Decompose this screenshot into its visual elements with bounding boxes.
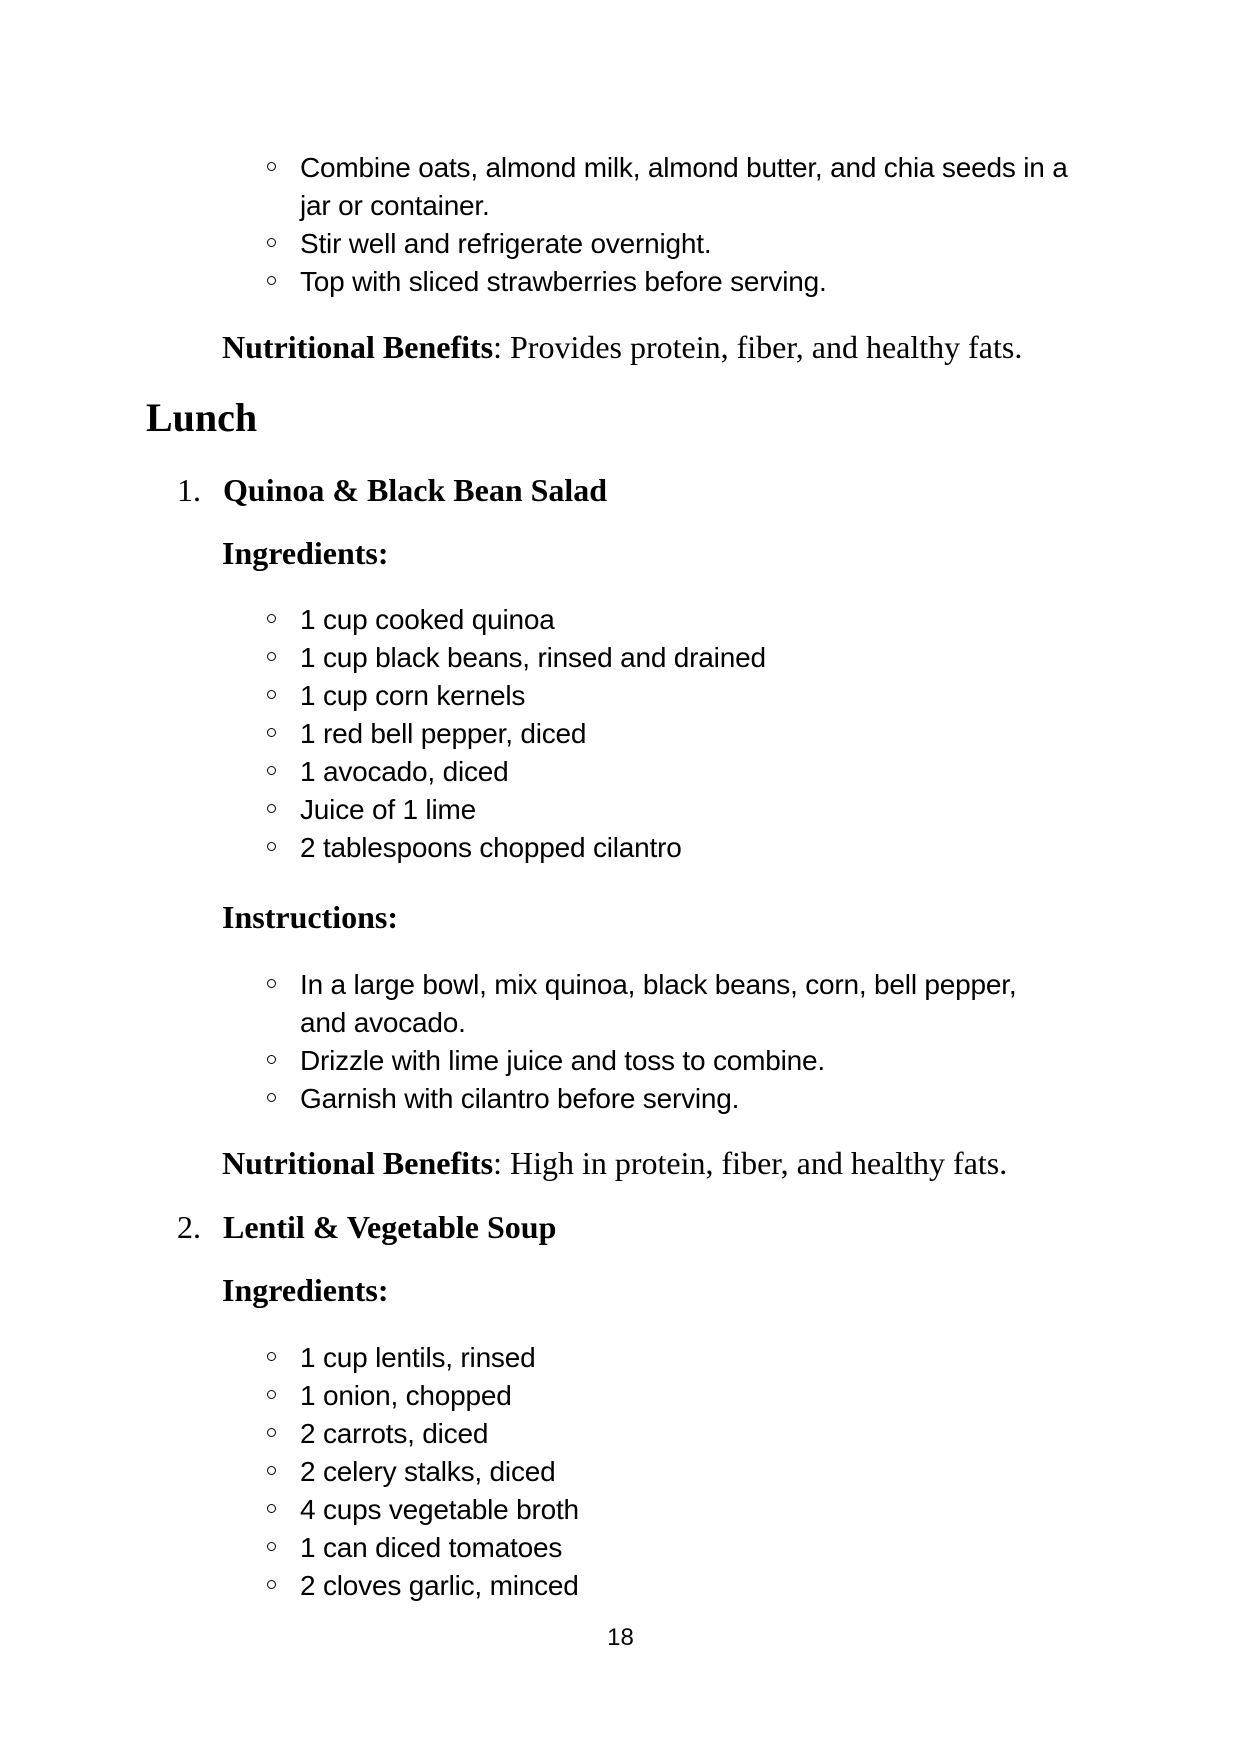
list-item [267,1453,1070,1491]
list-item-text: 1 red bell pepper, diced [300,718,587,749]
list-item [267,225,1070,263]
recipe-number: 2. [177,1209,201,1245]
circle-bullet-marker [267,1390,276,1399]
list-item [267,1080,1070,1118]
recipe-title: Quinoa & Black Bean Salad [223,472,608,508]
circle-bullet-marker [267,728,276,737]
circle-bullet-marker [267,766,276,775]
list-item [267,791,1070,829]
benefits-text: : Provides protein, fiber, and healthy fats. [493,329,1023,365]
list-item [267,1339,1070,1377]
list-item-text: Combine oats, almond milk, almond butter, and chia seeds in a jar or container. [300,152,1068,221]
list-item-text: 1 avocado, diced [300,756,509,787]
circle-bullet-marker [267,1055,276,1064]
list-item [267,1415,1070,1453]
list-item-text: 2 carrots, diced [300,1418,489,1449]
circle-bullet-marker [267,614,276,623]
recipe-title: Lentil & Vegetable Soup [223,1209,557,1245]
circle-bullet-marker [267,979,276,988]
recipe-number: 1. [177,472,201,508]
list-item-text: 1 cup cooked quinoa [300,604,555,635]
list-item [267,601,1070,639]
list-item-text: Garnish with cilantro before serving. [300,1083,740,1114]
list-item [267,639,1070,677]
list-item [267,263,1070,301]
circle-bullet-marker [267,690,276,699]
circle-bullet-marker [267,276,276,285]
nutritional-benefits-line [222,1144,1007,1182]
section-heading-lunch: Lunch [146,395,258,440]
list-item [267,829,1070,867]
list-item [267,753,1070,791]
list-item-text: 4 cups vegetable broth [300,1494,579,1525]
breakfast-steps-list [267,149,1070,301]
benefits-text: : High in protein, fiber, and healthy fats. [493,1145,1008,1181]
circle-bullet-marker [267,238,276,247]
list-item-text: 1 cup corn kernels [300,680,526,711]
list-item-text: 1 cup black beans, rinsed and drained [300,642,766,673]
list-item [267,1529,1070,1567]
benefits-label: Nutritional Benefits [222,1145,494,1181]
ingredients-header: Ingredients: [222,1272,389,1308]
list-item [267,966,1070,1042]
list-item-text: Juice of 1 lime [300,794,476,825]
circle-bullet-marker [267,1466,276,1475]
ingredients-list [267,601,1070,867]
circle-bullet-marker [267,162,276,171]
circle-bullet-marker [267,1428,276,1437]
list-item-text: 1 can diced tomatoes [300,1532,563,1563]
list-item-text: 1 onion, chopped [300,1380,512,1411]
circle-bullet-marker [267,1504,276,1513]
ingredients-list [267,1339,1070,1605]
benefits-label: Nutritional Benefits [222,329,494,365]
list-item [267,677,1070,715]
list-item [267,149,1070,225]
instructions-header: Instructions: [222,899,399,935]
list-item-text: In a large bowl, mix quinoa, black beans, corn, bell pepper, and avocado. [300,969,1017,1038]
circle-bullet-marker [267,1580,276,1589]
list-item-text: Top with sliced strawberries before serving. [300,266,827,297]
list-item-text: 2 cloves garlic, minced [300,1570,579,1601]
circle-bullet-marker [267,842,276,851]
circle-bullet-marker [267,804,276,813]
list-item [267,1567,1070,1605]
list-item [267,1377,1070,1415]
recipe-title-row [177,1208,556,1246]
list-item-text: 1 cup lentils, rinsed [300,1342,536,1373]
circle-bullet-marker [267,652,276,661]
circle-bullet-marker [267,1093,276,1102]
nutritional-benefits-line [222,328,1022,366]
list-item [267,1042,1070,1080]
ingredients-header: Ingredients: [222,535,389,571]
page-number: 18 [607,1624,634,1651]
list-item-text: Stir well and refrigerate overnight. [300,228,712,259]
recipe-title-row [177,471,607,509]
list-item [267,715,1070,753]
list-item-text: 2 tablespoons chopped cilantro [300,832,682,863]
list-item-text: 2 celery stalks, diced [300,1456,556,1487]
list-item [267,1491,1070,1529]
circle-bullet-marker [267,1542,276,1551]
list-item-text: Drizzle with lime juice and toss to combine. [300,1045,825,1076]
circle-bullet-marker [267,1352,276,1361]
instructions-list [267,966,1070,1118]
